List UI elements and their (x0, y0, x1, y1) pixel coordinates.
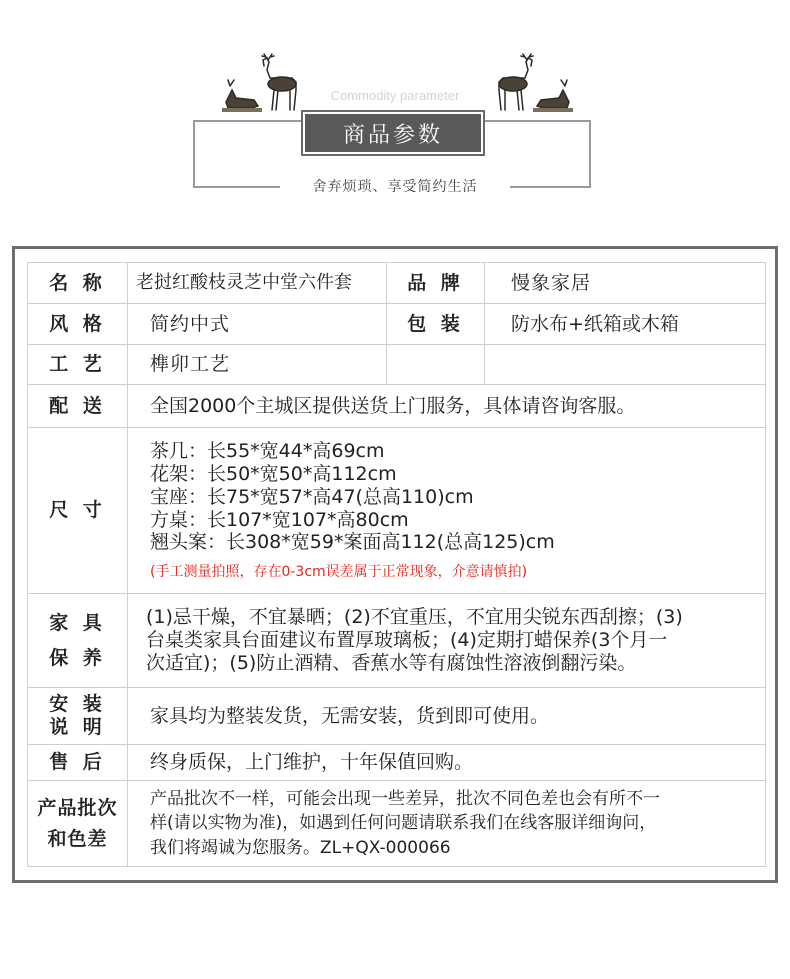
after-sales-value: 终身质保，上门维护，十年保值回购。 (128, 745, 766, 781)
table-row-install (28, 688, 766, 745)
install-label-line: 说 明 (49, 716, 106, 738)
size-line: 花架：长50*宽50*高112cm (150, 462, 397, 485)
deer-icon-right (475, 52, 575, 118)
care-label-line: 家 具 (49, 611, 106, 634)
table-row-delivery (28, 385, 766, 428)
table-row-style (28, 304, 766, 345)
care-label (28, 594, 128, 688)
size-note: (手工测量拍照，存在0-3cm误差属于正常现象，介意请慎拍) (150, 564, 528, 581)
name-label: 名 称 (28, 263, 128, 304)
header-banner (0, 0, 790, 215)
empty-cell (387, 345, 485, 385)
size-values (128, 428, 766, 594)
care-line: (1)忌干燥，不宜暴晒；(2)不宜重压，不宜用尖锐东西刮擦；(3) (146, 606, 683, 629)
install-label-line: 安 装 (49, 693, 106, 716)
batch-line: 样(请以实物为准)，如遇到任何问题请联系我们在线客服详细询问， (150, 813, 657, 834)
page-title: 商品参数 (305, 114, 481, 152)
install-label (28, 688, 128, 745)
tagline: 舍弃烦琐、享受简约生活 (280, 176, 510, 198)
batch-line: 我们将竭诚为您服务。ZL+QX-000066 (150, 837, 451, 858)
deer-icon-left (220, 52, 320, 118)
size-line: 宝座：长75*宽57*高47(总高110)cm (150, 485, 474, 508)
style-value: 简约中式 (128, 304, 387, 345)
size-label: 尺 寸 (28, 428, 128, 594)
brand-label: 品 牌 (387, 263, 485, 304)
install-value: 家具均为整装发货，无需安装，货到即可使用。 (128, 688, 766, 745)
care-line: 次适宜)；(5)防止酒精、香蕉水等有腐蚀性溶液倒翻污染。 (146, 651, 637, 674)
after-sales-label: 售 后 (28, 745, 128, 781)
care-line: 台桌类家具台面建议布置厚玻璃板；(4)定期打蜡保养(3个月一 (146, 629, 668, 652)
param-table (27, 262, 766, 867)
size-line: 翘头案：长308*宽59*案面高112(总高125)cm (150, 531, 555, 554)
batch-values (128, 781, 766, 867)
english-subtitle: Commodity parameter (330, 88, 460, 103)
table-row-craft (28, 345, 766, 385)
title-box (301, 110, 485, 156)
batch-label (28, 781, 128, 867)
batch-label-line: 和色差 (47, 827, 108, 850)
craft-label: 工 艺 (28, 345, 128, 385)
care-label-line: 保 养 (49, 646, 106, 669)
delivery-label: 配 送 (28, 385, 128, 428)
size-line: 茶几：长55*宽44*高69cm (150, 440, 385, 463)
delivery-value: 全国2000个主城区提供送货上门服务，具体请咨询客服。 (128, 385, 766, 428)
style-label: 风 格 (28, 304, 128, 345)
craft-value: 榫卯工艺 (128, 345, 387, 385)
table-row-after-sales (28, 745, 766, 781)
batch-line: 产品批次不一样，可能会出现一些差异，批次不同色差也会有所不一 (150, 788, 660, 809)
pack-label: 包 装 (387, 304, 485, 345)
table-row-batch (28, 781, 766, 867)
brand-value: 慢象家居 (485, 263, 766, 304)
batch-label-line: 产品批次 (37, 796, 118, 819)
care-values (128, 594, 766, 688)
name-value: 老挝红酸枝灵芝中堂六件套 (128, 263, 387, 304)
size-line: 方桌：长107*宽107*高80cm (150, 508, 409, 531)
empty-cell (485, 345, 766, 385)
table-row-care (28, 594, 766, 688)
pack-value: 防水布+纸箱或木箱 (485, 304, 766, 345)
table-row-size (28, 428, 766, 594)
table-row-name (28, 263, 766, 304)
